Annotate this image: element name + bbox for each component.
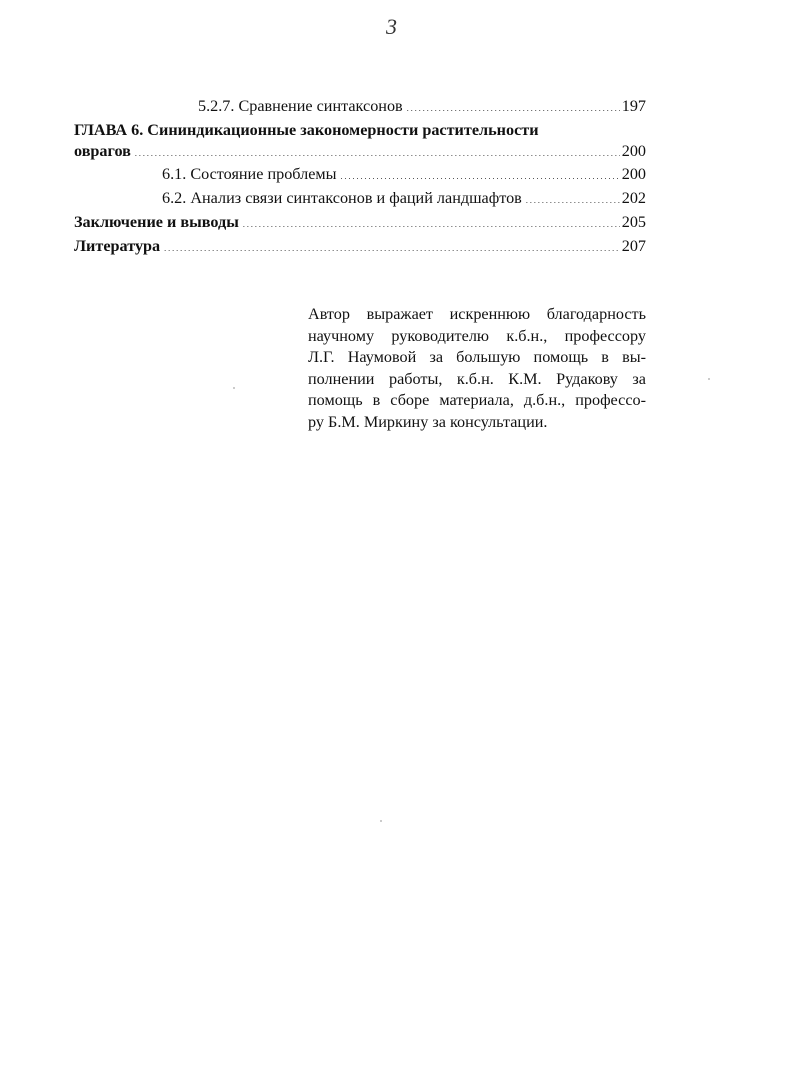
acknowledgement-paragraph (308, 304, 646, 434)
toc-entry-label: 6.2. Анализ связи синтаксонов и фаций ландшафтов (162, 189, 522, 208)
toc-entry-page: 200 (621, 141, 646, 160)
toc-entry-page: 202 (621, 189, 646, 208)
toc-entry-page: 200 (621, 165, 646, 184)
acknowledgement-line: помощь в сборе материала, д.б.н., профессо- (308, 391, 646, 410)
toc-entry-5-2-7 (74, 96, 646, 120)
dot-leader (164, 236, 620, 260)
dot-leader (341, 164, 620, 188)
toc-entry-label: Заключение и выводы (74, 212, 239, 231)
acknowledgement-line: Л.Г. Наумовой за большую помощь в вы- (308, 348, 646, 367)
acknowledgement-line: ру Б.М. Миркину за консультации. (308, 412, 548, 431)
acknowledgement-line: научному руководителю к.б.н., профессору (308, 326, 646, 345)
toc-entry-page: 205 (621, 212, 646, 231)
dot-leader (135, 141, 620, 165)
dot-leader (526, 188, 620, 212)
table-of-contents (74, 96, 646, 260)
toc-entry-label: 6.1. Состояние проблемы (162, 165, 337, 184)
acknowledgement-line: Автор выражает искреннюю благодарность (308, 305, 646, 323)
toc-entry-conclusion (74, 212, 646, 236)
toc-entry-6-2 (74, 188, 646, 212)
scan-speck (380, 820, 382, 822)
toc-chapter-6-title: ГЛАВА 6. Сининдикационные закономерности растительности (74, 120, 539, 139)
toc-entry-label: Литература (74, 236, 161, 255)
page-number: 3 (386, 14, 397, 39)
toc-chapter-6 (74, 141, 646, 165)
dot-leader (407, 96, 620, 120)
toc-entry-label: 5.2.7. Сравнение синтаксонов (198, 97, 403, 115)
toc-entry-6-1 (74, 164, 646, 188)
toc-entry-page: 207 (621, 236, 646, 255)
acknowledgement-line: полнении работы, к.б.н. К.М. Рудакову за (308, 369, 646, 388)
scan-speck (708, 378, 710, 380)
toc-entry-label: оврагов (74, 141, 131, 160)
scan-speck (233, 387, 235, 389)
toc-entry-page: 197 (621, 97, 646, 115)
dot-leader (243, 212, 620, 236)
toc-entry-literature (74, 236, 646, 260)
